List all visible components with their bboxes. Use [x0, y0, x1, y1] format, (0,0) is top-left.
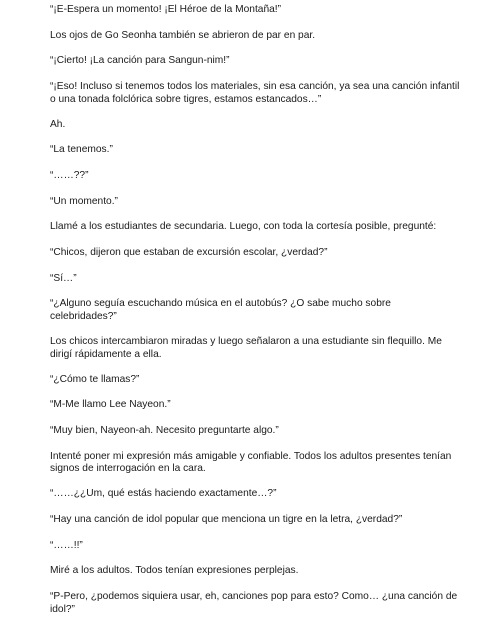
paragraph-12: “¿Alguno seguía escuchando música en el autobús? ¿O sabe mucho sobre celebridades?”	[50, 298, 391, 322]
document-page	[50, 0, 460, 618]
paragraph-14: “¿Cómo te llamas?”	[50, 373, 140, 385]
paragraph-4: “¡Eso! Incluso si tenemos todos los materiales, sin esa canción, ya sea una canción infantil o una tonada folclórica sobre tigres, estamos estancados…”	[50, 81, 460, 105]
paragraph-21: Miré a los adultos. Todos tenían expresiones perplejas.	[50, 565, 299, 577]
paragraph-11: “Sí…”	[50, 272, 77, 284]
paragraph-20: “……!!”	[50, 539, 83, 551]
paragraph-7: “……??”	[50, 170, 89, 181]
paragraph-18: “……¿¿Um, qué estás haciendo exactamente…?”	[50, 488, 277, 500]
paragraph-16: “Muy bien, Nayeon-ah. Necesito preguntarte algo.”	[50, 425, 279, 436]
paragraph-6: “La tenemos.”	[50, 144, 113, 156]
paragraph-19: “Hay una canción de idol popular que menciona un tigre en la letra, ¿verdad?”	[50, 514, 403, 525]
paragraph-10: “Chicos, dijeron que estaban de excursión escolar, ¿verdad?”	[50, 247, 328, 258]
paragraph-9: Llamé a los estudiantes de secundaria. Luego, con toda la cortesía posible, pregunté:	[50, 221, 437, 233]
paragraph-15: “M-Me llamo Lee Nayeon.”	[50, 399, 171, 411]
paragraph-13: Los chicos intercambiaron miradas y luego señalaron a una estudiante sin flequillo. Me dirigí rápidamente a ella.	[50, 336, 442, 360]
paragraph-1: “¡E-Espera un momento! ¡El Héroe de la Montaña!”	[50, 4, 282, 15]
paragraph-5: Ah.	[50, 118, 66, 130]
paragraph-2: Los ojos de Go Seonha también se abrieron de par en par.	[50, 29, 316, 41]
paragraph-17: Intenté poner mi expresión más amigable y confiable. Todos los adultos presentes tenían signos de interrogación en la cara.	[50, 450, 452, 475]
paragraph-22: “P-Pero, ¿podemos siquiera usar, eh, canciones pop para esto? Como… ¿una canción de idol?”	[50, 591, 458, 615]
paragraph-8: “Un momento.”	[50, 195, 118, 207]
paragraph-3: “¡Cierto! ¡La canción para Sangun-nim!”	[50, 55, 230, 67]
